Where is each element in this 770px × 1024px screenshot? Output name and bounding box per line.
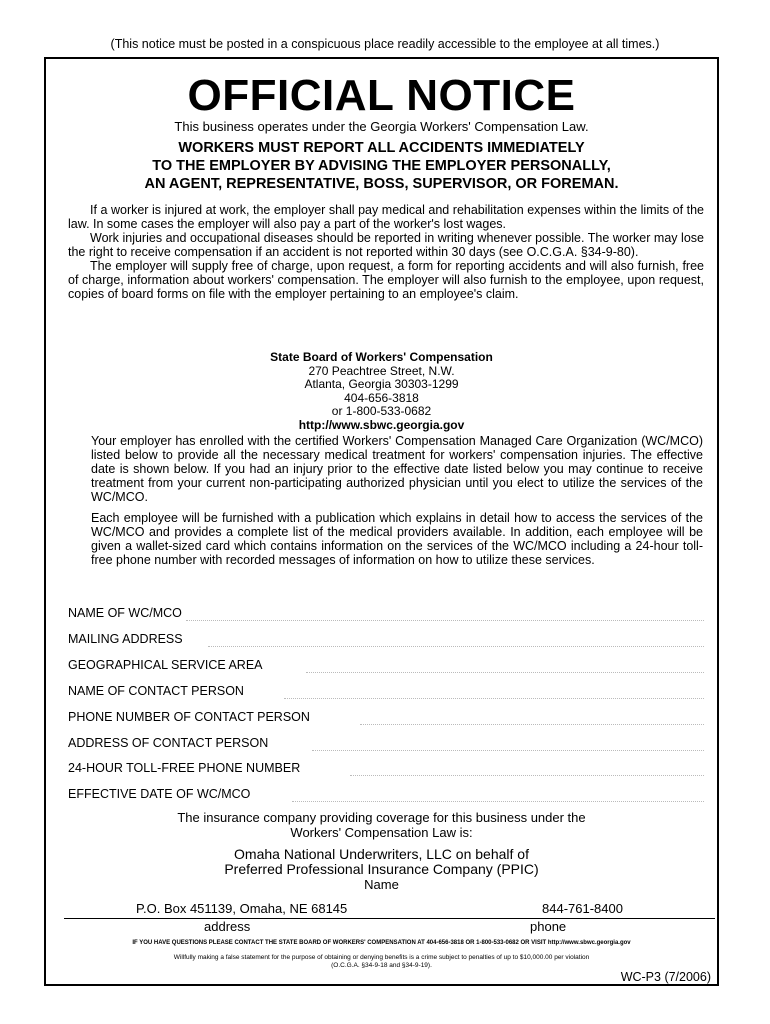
headline-line: TO THE EMPLOYER BY ADVISING THE EMPLOYER PERSONALLY,	[152, 158, 611, 174]
field-label: MAILING ADDRESS	[68, 632, 183, 646]
insurer-phone-value: 844-761-8400	[542, 901, 623, 916]
notice-title: OFFICIAL NOTICE	[187, 71, 576, 120]
field-line	[306, 672, 704, 673]
field-toll-free-phone[interactable]	[68, 760, 704, 777]
address-label: address	[204, 919, 251, 934]
report-accidents-headline	[46, 139, 717, 193]
field-label: NAME OF WC/MCO	[68, 606, 182, 620]
field-mailing-address[interactable]	[68, 631, 704, 648]
field-geographical-service-area[interactable]	[68, 657, 704, 674]
field-line	[360, 724, 704, 725]
board-tollfree: or 1-800-533-0682	[331, 404, 432, 418]
divider-line	[64, 918, 715, 919]
board-name: State Board of Workers' Compensation	[270, 350, 493, 364]
board-website-link[interactable]: http://www.sbwc.georgia.gov	[298, 417, 465, 432]
field-label: PHONE NUMBER OF CONTACT PERSON	[68, 710, 310, 724]
insurer-name-label: Name	[364, 877, 399, 892]
field-line	[208, 646, 704, 647]
mco-text	[91, 434, 703, 574]
field-line	[312, 750, 704, 751]
form-identifier: WC-P3 (7/2006)	[620, 970, 711, 984]
paragraph-mco-enrollment: Your employer has enrolled with the certified Workers' Compensation Managed Care Organization (WC/MCO) listed below to provide all the necessary medical treatment for workers' compensation injuries. The effective date is shown below. If you had an injury prior to the effective date listed below you may continue to receive treatment from your current non-participating authorized physician until you elect to utilize the services of the WC/MCO.	[91, 434, 703, 504]
paragraph-reporting: Work injuries and occupational diseases should be reported in writing whenever possible. The worker may lose the right to receive compensation if an accident is not reported within 30 days (see O.C.G.A. §34-9-80).	[68, 231, 704, 259]
insurer-section	[46, 810, 717, 892]
insurer-intro-line: Workers' Compensation Law is:	[290, 825, 473, 840]
board-city: Atlanta, Georgia 30303-1299	[304, 377, 459, 391]
insurer-address-value: P.O. Box 451139, Omaha, NE 68145	[136, 901, 348, 916]
headline-line: AN AGENT, REPRESENTATIVE, BOSS, SUPERVISOR, OR FOREMAN.	[144, 176, 619, 192]
paragraph-forms: The employer will supply free of charge, upon request, a form for reporting accidents and will also furnish, free of charge, information about workers' compensation. The employer will also furnish to the employee, upon request, copies of board forms on file with the employer pertaining to an employee's claim.	[68, 259, 704, 301]
board-contact-line: IF YOU HAVE QUESTIONS PLEASE CONTACT THE STATE BOARD OF WORKERS' COMPENSATION AT 404-656-3818 OR 1-800-533-0682 OR VISIT http://www.sbwc.georgia.gov	[132, 940, 631, 946]
phone-label: phone	[530, 919, 567, 934]
field-label: EFFECTIVE DATE OF WC/MCO	[68, 787, 251, 801]
field-label: 24-HOUR TOLL-FREE PHONE NUMBER	[68, 761, 301, 775]
field-label: NAME OF CONTACT PERSON	[68, 684, 244, 698]
posting-note: (This notice must be posted in a conspicuous place readily accessible to the employee at all times.)	[110, 37, 660, 51]
board-phone: 404-656-3818	[344, 390, 419, 405]
field-line	[292, 801, 704, 802]
notice-frame	[44, 57, 719, 986]
paragraph-mco-publication: Each employee will be furnished with a publication which explains in detail how to access the services of the WC/MCO and provides a complete list of the medical providers available. In addition, each employee will be given a wallet-sized card which contains information on the services of the WC/MCO including a 24-hour toll-free phone number with recorded messages of information on how to utilize these services.	[91, 511, 703, 567]
paragraph-injury: If a worker is injured at work, the employer shall pay medical and rehabilitation expenses within the limits of the law. In some cases the employer will also pay a part of the worker's lost wages.	[68, 203, 704, 231]
headline-line: WORKERS MUST REPORT ALL ACCIDENTS IMMEDIATELY	[178, 140, 585, 156]
state-board-contact	[46, 351, 717, 432]
field-label: ADDRESS OF CONTACT PERSON	[68, 736, 269, 750]
field-name-of-contact-person[interactable]	[68, 683, 704, 700]
insurer-name-line: Omaha National Underwriters, LLC on behalf of	[234, 846, 529, 862]
field-line	[186, 620, 704, 621]
field-address-of-contact-person[interactable]	[68, 735, 704, 752]
board-street: 270 Peachtree Street, N.W.	[308, 363, 455, 378]
insurer-name-line: Preferred Professional Insurance Company (PPIC)	[224, 861, 539, 877]
field-name-of-wcmco[interactable]	[68, 605, 704, 622]
field-effective-date[interactable]	[68, 786, 704, 803]
notice-subtitle: This business operates under the Georgia Workers' Compensation Law.	[174, 119, 589, 134]
penalty-citation: (O.C.G.A. §34-9-18 and §34-9-19).	[331, 962, 432, 969]
penalty-fine-print	[46, 954, 717, 970]
rights-text	[68, 203, 704, 301]
field-line	[350, 775, 704, 776]
penalty-line: Willfully making a false statement for the purpose of obtaining or denying benefits is a crime subject to penalties of up to $10,000.00 per violation	[173, 954, 590, 961]
field-line	[284, 698, 704, 699]
field-phone-of-contact-person[interactable]	[68, 709, 704, 726]
insurer-intro-line: The insurance company providing coverage for this business under the	[177, 810, 586, 825]
field-label: GEOGRAPHICAL SERVICE AREA	[68, 658, 263, 672]
